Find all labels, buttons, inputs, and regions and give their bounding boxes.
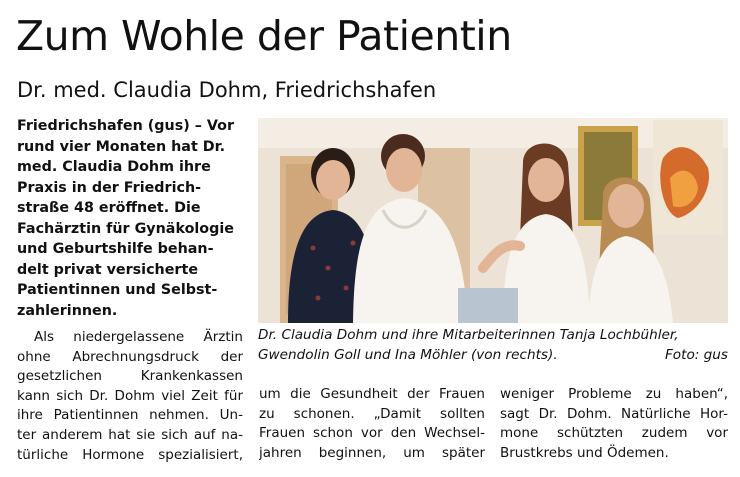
caption-line: Dr. Claudia Dohm und ihre Mitarbeiterinnen Tanja Lochbühler, xyxy=(258,327,679,343)
body-line: ter anderem hat sie sich auf na- xyxy=(17,426,243,443)
body-line: gesetzlichen Krankenkassen xyxy=(17,368,243,385)
body-line: weniger Probleme zu haben“, xyxy=(500,386,728,402)
body-line: kann sich Dr. Dohm viel Zeit für xyxy=(17,387,243,404)
photo-credit: Foto: gus xyxy=(664,346,728,363)
lead-line: Patientinnen und Selbst- xyxy=(17,282,218,298)
article-photo xyxy=(258,118,728,323)
lead-line: delt privat versicherte xyxy=(17,261,199,278)
body-line: um die Gesundheit der Frauen xyxy=(259,386,485,402)
article-headline: Zum Wohle der Patientin xyxy=(16,12,512,60)
body-line: ohne Abrechnungsdruck der xyxy=(17,348,243,365)
lead-line: Praxis in der Friedrich- xyxy=(17,179,202,196)
photo-illustration xyxy=(258,118,728,323)
body-line: ihre Patientinnen nehmen. Un- xyxy=(17,407,243,424)
body-line: Als niedergelassene Ärztin xyxy=(34,329,243,345)
lead-line: zahlerinnen. xyxy=(17,302,118,319)
lead-line: straße 48 eröffnet. Die xyxy=(17,200,201,216)
photo-caption xyxy=(258,326,728,365)
caption-line: Gwendolin Goll und Ina Möhler (von rechts). xyxy=(258,346,558,363)
body-line: sagt Dr. Dohm. Natürliche Hor- xyxy=(500,405,728,422)
lead-line: med. Claudia Dohm ihre xyxy=(17,159,211,175)
body-column-3 xyxy=(500,385,728,463)
article-subheadline: Dr. med. Claudia Dohm, Friedrichshafen xyxy=(17,78,437,102)
lead-line: Friedrichshafen (gus) – Vor xyxy=(17,118,234,134)
lead-line: Fachärztin für Gynäkologie xyxy=(17,220,234,237)
lead-line: und Geburtshilfe behan- xyxy=(17,241,214,257)
body-line: Brustkrebs und Ödemen. xyxy=(500,444,669,461)
body-line: zu schonen. „Damit sollten xyxy=(259,405,485,422)
body-column-1 xyxy=(17,328,243,465)
body-line: jahren beginnen, um später xyxy=(259,444,485,461)
lead-line: rund vier Monaten hat Dr. xyxy=(17,138,226,155)
body-line: mone schützten zudem vor xyxy=(500,425,728,442)
body-column-2 xyxy=(259,385,485,463)
lead-paragraph xyxy=(17,116,243,321)
body-line: Frauen schon vor den Wechsel- xyxy=(259,425,485,442)
body-line: türliche Hormone spezialisiert, xyxy=(17,446,243,463)
